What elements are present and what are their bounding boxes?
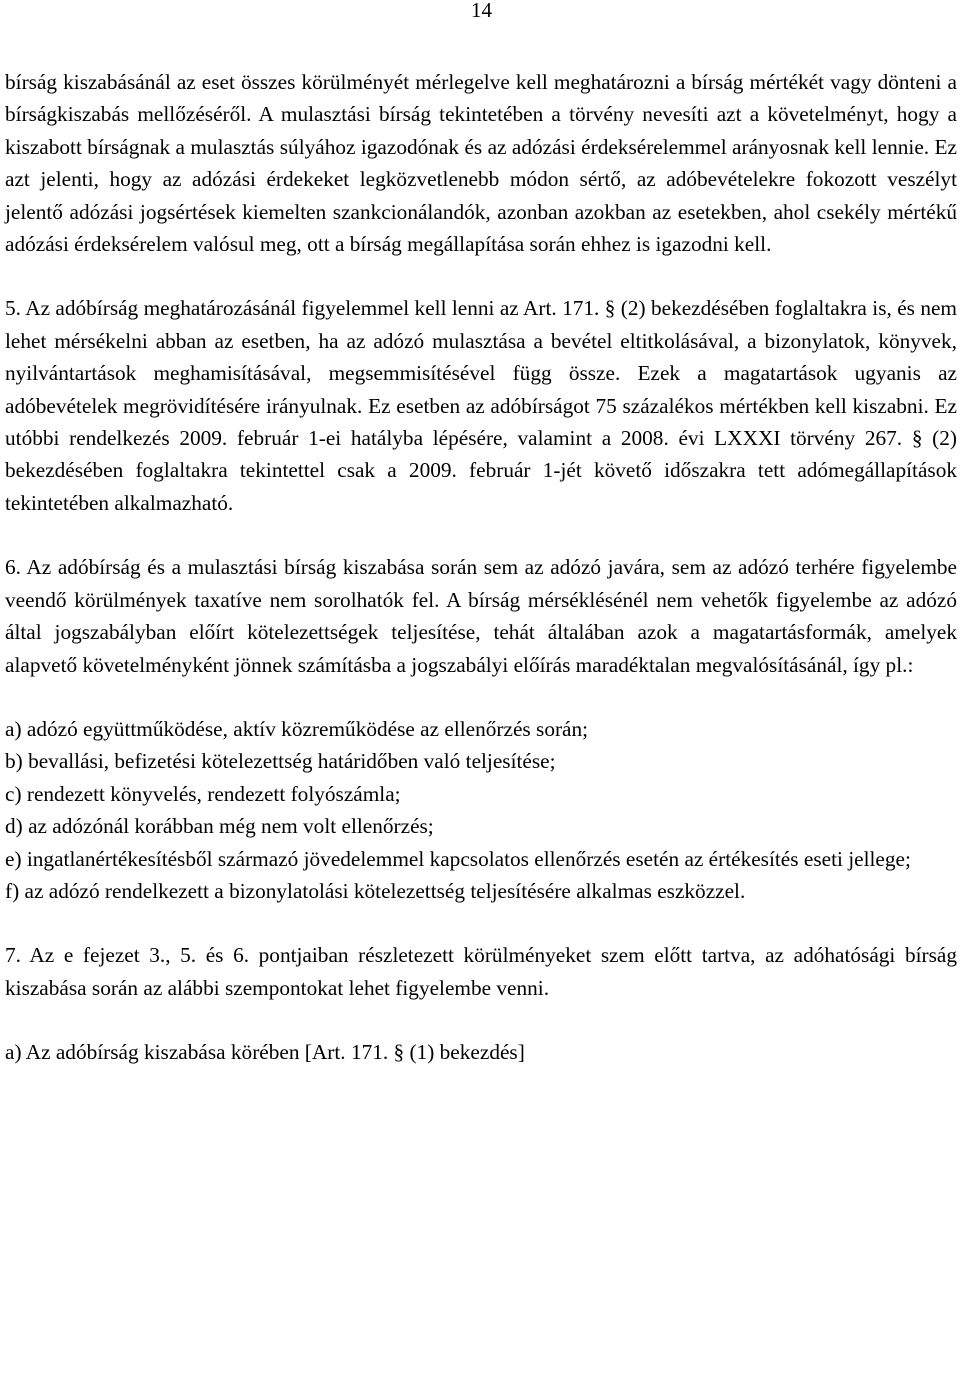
- page-number: 14: [471, 0, 492, 22]
- list-item-b: b) bevallási, befizetési kötelezettség határidőben való teljesítése;: [5, 749, 556, 774]
- paragraph-7a: a) Az adóbírság kiszabása körében [Art. 171. § (1) bekezdés]: [5, 1040, 525, 1065]
- list-item-f: f) az adózó rendelkezett a bizonylatolási kötelezettség teljesítésére alkalmas eszközzel.: [5, 878, 746, 903]
- circumstances-list: [5, 713, 957, 907]
- list-item-c: c) rendezett könyvelés, rendezett folyószámla;: [5, 781, 401, 806]
- paragraph-intro: bírság kiszabásánál az eset összes körülményét mérlegelve kell meghatározni a bírság mértékét vagy dönteni a bírságkiszabás mellőzéséről. A mulasztási bírság tekintetében a törvény nevesíti azt a követelményt, hogy a kiszabott bírságnak a mulasztás súlyához igazodónak és az adózási érdeksérelemmel arányosnak kell lennie. Ez azt jelenti, hogy az adózási érdekeket legközvetlenebb módon sértő, az adóbevételekre fokozott veszélyt jelentő adózási jogsértések kiemelten szankcionálandók, azonban azokban az esetekben, ahol csekély mértékű adózási érdeksérelem valósul meg, ott a bírság megállapítása során ehhez is igazodni kell.: [5, 70, 957, 257]
- paragraph-7: 7. Az e fejezet 3., 5. és 6. pontjaiban részletezett körülményeket szem előtt tartva, az adóhatósági bírság kiszabása során az alábbi szempontokat lehet figyelembe venni.: [5, 943, 957, 1000]
- paragraph-5: 5. Az adóbírság meghatározásánál figyelemmel kell lenni az Art. 171. § (2) bekezdésében foglaltakra is, és nem lehet mérsékelni abban az esetben, ha az adózó mulasztása a bevétel eltitkolásával, a bizonylatok, könyvek, nyilvántartások meghamisításával, megsemmisítésével függ össze. Ezek a magatartások ugyanis az adóbevételek megrövidítésére irányulnak. Ez esetben az adóbírságot 75 százalékos mértékben kell kiszabni. Ez utóbbi rendelkezés 2009. február 1-ei hatályba lépésére, valamint a 2008. évi LXXXI törvény 267. § (2) bekezdésében foglaltakra tekintettel csak a 2009. február 1-jét követő időszakra tett adómegállapítások tekintetében alkalmazható.: [5, 296, 957, 515]
- list-item-d: d) az adózónál korábban még nem volt ellenőrzés;: [5, 814, 434, 839]
- list-item-e: e) ingatlanértékesítésből származó jövedelemmel kapcsolatos ellenőrzés esetén az értékesítés eseti jellege;: [5, 846, 911, 871]
- paragraph-6: 6. Az adóbírság és a mulasztási bírság kiszabása során sem az adózó javára, sem az adózó terhére figyelembe veendő körülmények taxatíve nem sorolhatók fel. A bírság mérséklésénél nem vehetők figyelembe az adózó által jogszabályban előírt kötelezettségek teljesítése, tehát általában azok a magatartásformák, amelyek alapvető követelményként jönnek számításba a jogszabályi előírás maradéktalan megvalósításánál, így pl.:: [5, 555, 957, 677]
- list-item-a: a) adózó együttműködése, aktív közreműködése az ellenőrzés során;: [5, 716, 589, 741]
- document-body: [5, 66, 957, 1069]
